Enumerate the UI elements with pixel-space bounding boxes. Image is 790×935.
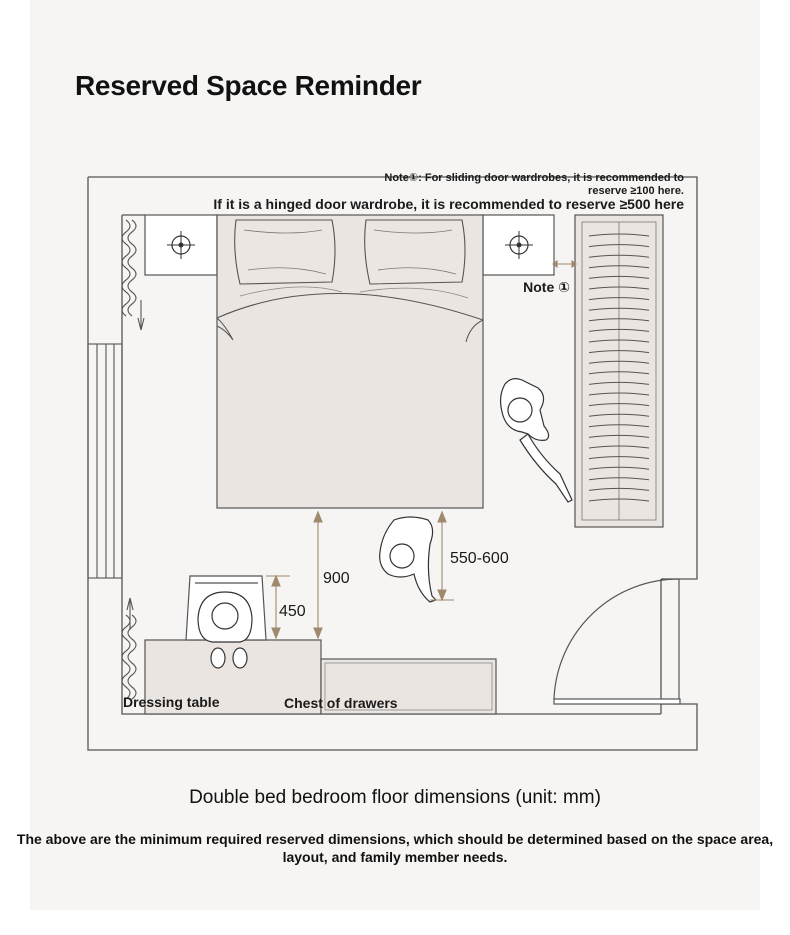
diagram-description: The above are the minimum required reserved dimensions, which should be determined based on the space area, layout, and family member needs. [16, 831, 774, 865]
label-dressing-table: Dressing table [123, 694, 220, 710]
nightstand-left [145, 215, 217, 275]
diagram-caption: Double bed bedroom floor dimensions (unit: mm) [189, 787, 601, 808]
dim-label-dressing-chair: 450 [279, 603, 306, 620]
window [88, 344, 122, 578]
person-walking-icon [380, 517, 436, 602]
label-chest-of-drawers: Chest of drawers [284, 695, 398, 711]
note-hinged: If it is a hinged door wardrobe, it is recommended to reserve ≥500 here [213, 196, 684, 212]
note-marker: Note ① [523, 279, 570, 295]
wardrobe [575, 215, 663, 527]
person-standing-icon [501, 379, 572, 502]
note-sliding-line2: reserve ≥100 here. [588, 185, 684, 197]
nightstand-right [483, 215, 554, 275]
note-sliding-line1: Note①: For sliding door wardrobes, it is recommended to [384, 172, 684, 184]
dim-label-bed-clearance: 900 [323, 570, 350, 587]
curtain-bottom [122, 598, 136, 699]
curtain-top [122, 220, 144, 330]
page-title: Reserved Space Reminder [75, 70, 422, 101]
double-bed [217, 215, 483, 508]
dim-label-wardrobe-clearance: 550-600 [450, 550, 509, 567]
